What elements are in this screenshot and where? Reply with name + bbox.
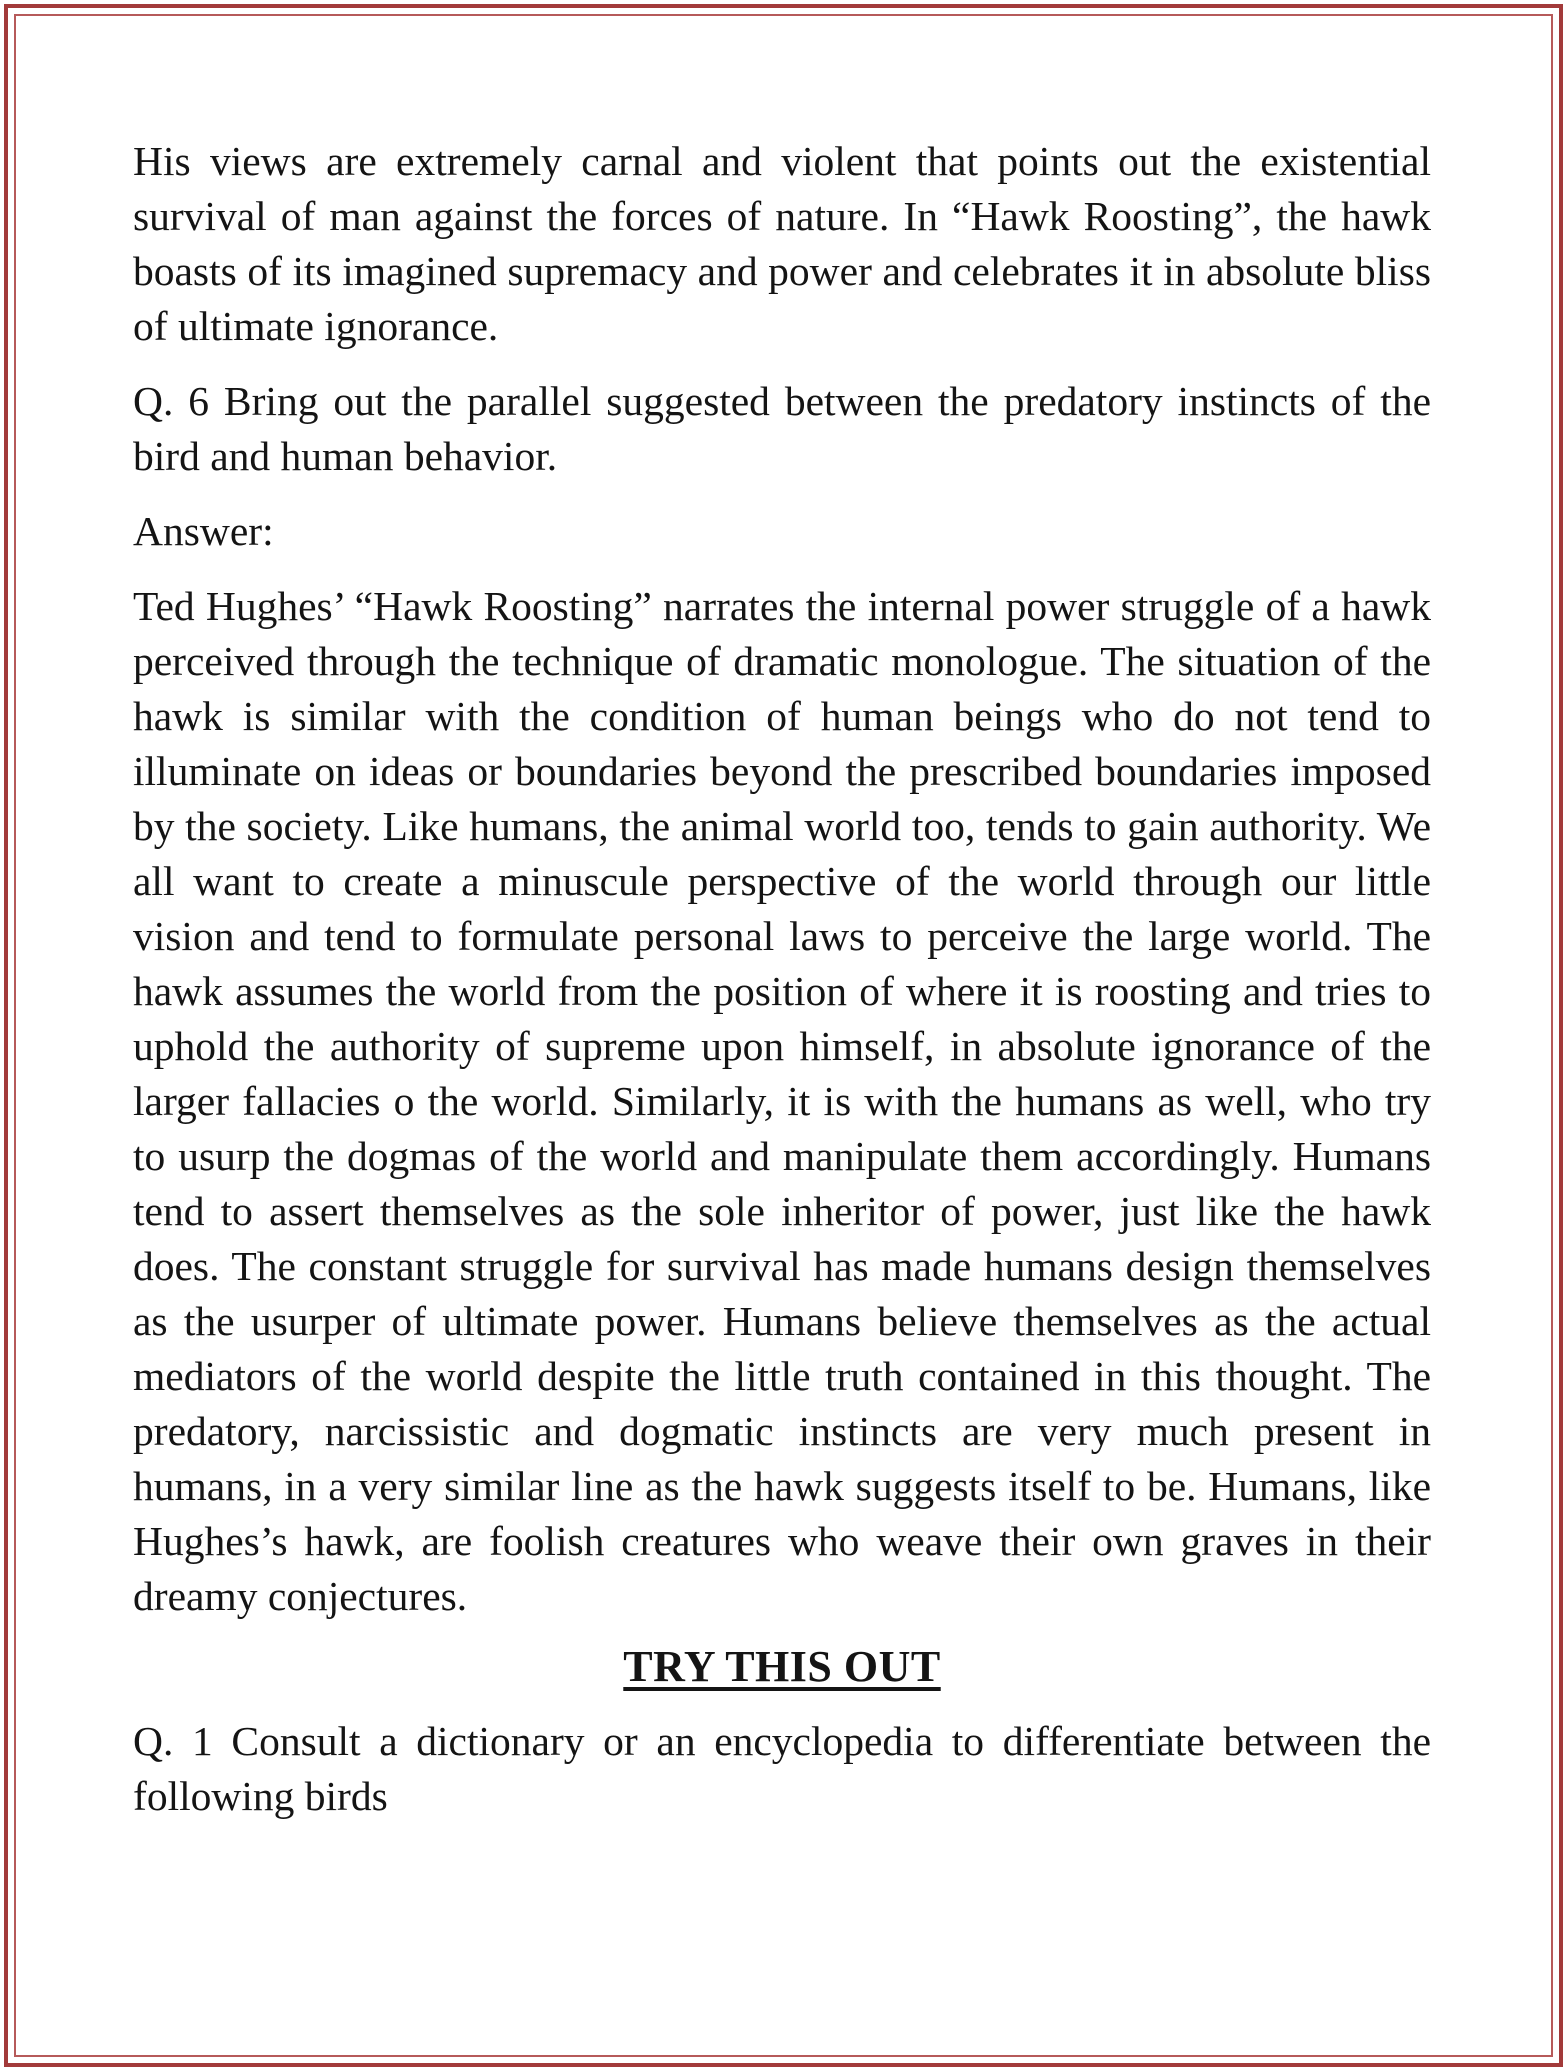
document-body	[133, 134, 1431, 1824]
question-1: Q. 1 Consult a dictionary or an encyclopedia to differentiate between the following birds	[133, 1718, 1431, 1819]
section-heading: TRY THIS OUT	[623, 1642, 941, 1691]
question-6: Q. 6 Bring out the parallel suggested between the predatory instincts of the bird and human behavior.	[133, 378, 1431, 479]
answer-label: Answer:	[133, 508, 274, 554]
intro-paragraph: His views are extremely carnal and violent that points out the existential survival of man against the forces of nature. In “Hawk Roosting”, the hawk boasts of its imagined supremacy and power and celebrates it in absolute bliss of ultimate ignorance.	[133, 138, 1431, 349]
answer-paragraph: Ted Hughes’ “Hawk Roosting” narrates the internal power struggle of a hawk perceived through the technique of dramatic monologue. The situation of the hawk is similar with the condition of human beings who do not tend to illuminate on ideas or boundaries beyond the prescribed boundaries imposed by the society. Like humans, the animal world too, tends to gain authority. We all want to create a minuscule perspective of the world through our little vision and tend to formulate personal laws to perceive the large world. The hawk assumes the world from the position of where it is roosting and tries to uphold the authority of supreme upon himself, in absolute ignorance of the larger fallacies o the world. Similarly, it is with the humans as well, who try to usurp the dogmas of the world and manipulate them accordingly. Humans tend to assert themselves as the sole inheritor of power, just like the hawk does. The constant struggle for survival has made humans design themselves as the usurper of ultimate power. Humans believe themselves as the actual mediators of the world despite the little truth contained in this thought. The predatory, narcissistic and dogmatic instincts are very much present in humans, in a very similar line as the hawk suggests itself to be. Humans, like Hughes’s hawk, are foolish creatures who weave their own graves in their dreamy conjectures.	[133, 583, 1431, 1619]
